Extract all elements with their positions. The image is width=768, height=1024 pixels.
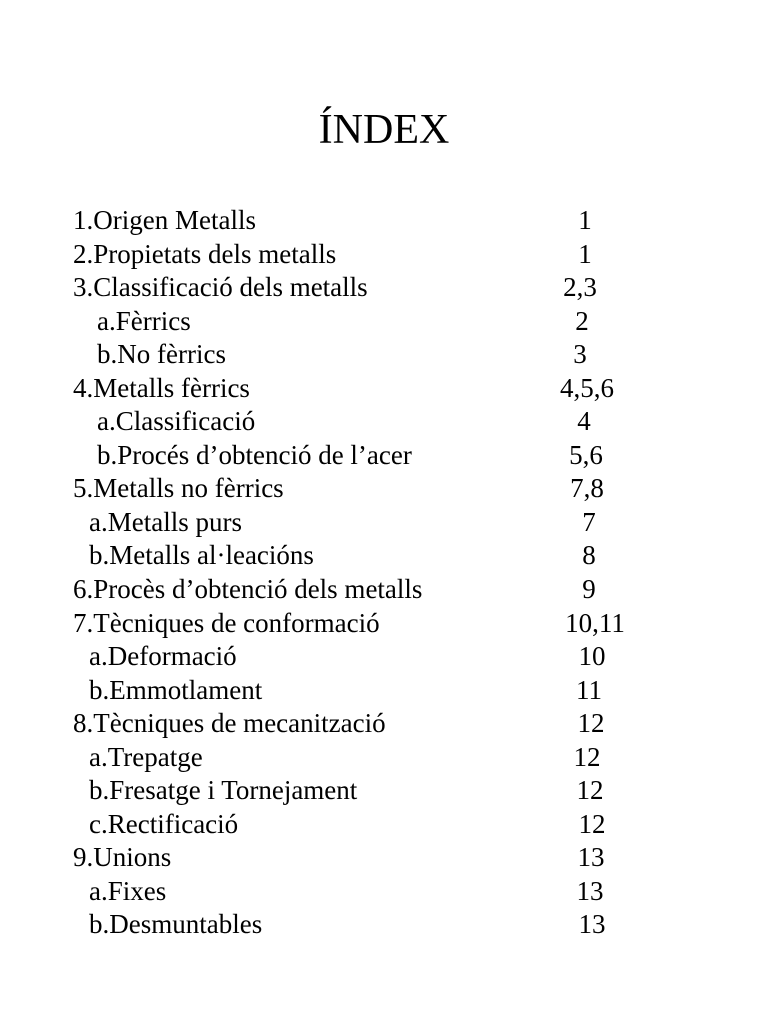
toc-entry-page-number: 9 [582,574,596,605]
toc-entry-page-number: 13 [577,842,605,873]
toc-entry-label: a.Fixes [89,875,167,906]
toc-entry-page-number: 10 [578,641,606,672]
toc-entry-page-number: 2 [575,305,589,336]
toc-entry-label: b.No fèrrics [97,339,226,370]
toc-entry [0,774,768,808]
toc-entry [0,338,768,372]
toc-entry-label: b.Procés d’obtenció de l’acer [97,439,412,470]
toc-entry-label: c.Rectificació [89,808,239,839]
toc-entry [0,841,768,875]
toc-entry-label: b.Metalls al·leacións [89,540,314,571]
toc-entry-page-number: 4,5,6 [560,372,614,403]
toc-entry [0,405,768,439]
toc-entry-label: 5.Metalls no fèrrics [73,473,284,504]
toc-entry [0,674,768,708]
toc-entry-page-number: 7,8 [570,473,604,504]
toc-entry-label: a.Deformació [89,641,237,672]
toc-entry-label: b.Emmotlament [89,674,263,705]
toc-entry [0,875,768,909]
toc-entry-page-number: 5,6 [569,439,603,470]
toc-entry [0,238,768,272]
toc-entry-page-number: 13 [578,909,606,940]
toc-entry-label: 3.Classificació dels metalls [73,272,368,303]
toc-entry-page-number: 3 [573,339,587,370]
table-of-contents [0,204,768,942]
toc-entry [0,204,768,238]
toc-entry [0,808,768,842]
toc-entry [0,506,768,540]
toc-entry-label: 1.Origen Metalls [73,205,256,235]
toc-entry-page-number: 1 [578,238,592,269]
toc-entry-page-number: 7 [582,506,596,537]
toc-entry [0,539,768,573]
toc-entry-label: 8.Tècniques de mecanització [73,708,386,739]
toc-entry-label: a.Metalls purs [89,506,242,537]
toc-entry-page-number: 12 [573,741,601,772]
toc-entry-label: 9.Unions [73,842,172,873]
toc-entry-label: b.Desmuntables [89,909,263,940]
toc-entry [0,305,768,339]
toc-entry-page-number: 13 [576,875,604,906]
toc-entry [0,372,768,406]
toc-entry [0,741,768,775]
toc-entry-label: 7.Tècniques de conformació [73,607,380,638]
toc-entry-label: 4.Metalls fèrrics [73,372,250,403]
toc-entry-page-number: 11 [576,674,602,705]
toc-entry-label: b.Fresatge i Tornejament [89,775,358,806]
toc-entry-page-number: 2,3 [563,272,597,303]
toc-entry [0,707,768,741]
toc-entry-label: a.Classificació [97,406,256,437]
toc-entry-page-number: 10,11 [565,607,625,638]
toc-entry [0,271,768,305]
toc-entry [0,573,768,607]
toc-entry-page-number: 4 [577,406,591,437]
toc-entry [0,472,768,506]
toc-entry-page-number: 12 [578,808,606,839]
toc-entry [0,439,768,473]
toc-entry [0,607,768,641]
toc-entry-label: 2.Propietats dels metalls [73,238,337,269]
toc-entry-label: a.Fèrrics [97,305,191,336]
toc-entry-page-number: 12 [577,708,605,739]
toc-entry [0,908,768,942]
toc-entry-page-number: 1 [578,205,592,235]
toc-entry [0,640,768,674]
toc-entry-label: a.Trepatge [89,741,203,772]
toc-entry-page-number: 12 [576,775,604,806]
page-title: ÍNDEX [318,107,450,153]
toc-entry-label: 6.Procès d’obtenció dels metalls [73,574,423,605]
toc-entry-page-number: 8 [582,540,596,571]
